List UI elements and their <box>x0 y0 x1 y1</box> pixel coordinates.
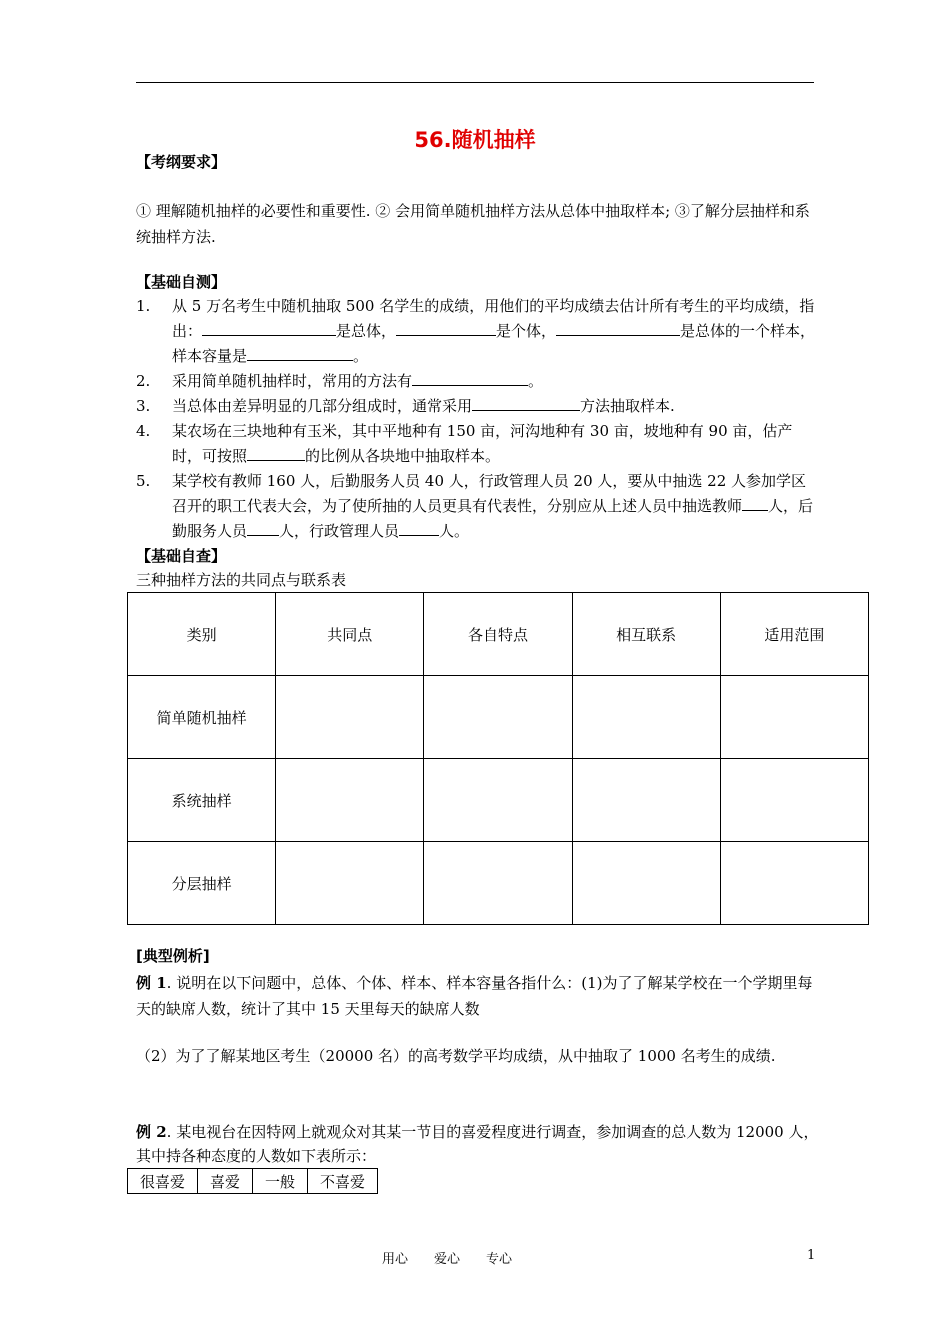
example-2: 例 2. 某电视台在因特网上就观众对其某一节目的喜爱程度进行调查，参加调查的总人数为 12000 人，其中持各种态度的人数如下表所示： <box>136 1123 819 1165</box>
example-1: 例 1. 说明在以下问题中，总体、个体、样本、样本容量各指什么：(1)为了了解某学校在一个学期里每天的缺席人数，统计了其中 15 天里每天的缺席人数 <box>136 974 813 1018</box>
empty-cell[interactable] <box>276 842 424 925</box>
example-1-part-2: （2）为了了解某地区考生（20000 名）的高考数学平均成绩，从中抽取了 1000 名考生的成绩. <box>136 1047 776 1065</box>
row-label: 分层抽样 <box>128 842 276 925</box>
table-header-row <box>128 593 869 676</box>
empty-cell[interactable] <box>276 759 424 842</box>
table-row <box>128 1169 378 1194</box>
blank[interactable] <box>396 320 496 336</box>
empty-cell[interactable] <box>424 842 572 925</box>
empty-cell[interactable] <box>720 676 868 759</box>
question-1: 1. 从 5 万名考生中随机抽取 500 名学生的成绩，用他们的平均成绩去估计所有考生的平均成绩，指出： 是总体， 是个体， 是总体的一个样本，样本容量是 。 <box>136 297 816 365</box>
blank[interactable] <box>742 495 768 511</box>
empty-cell[interactable] <box>572 676 720 759</box>
blank[interactable] <box>247 445 305 461</box>
empty-cell[interactable] <box>424 676 572 759</box>
attitude-cell: 不喜爱 <box>308 1169 378 1194</box>
attitude-table <box>127 1168 378 1194</box>
blank[interactable] <box>412 370 528 386</box>
blank[interactable] <box>247 520 279 536</box>
page-title: 56.随机抽样 <box>414 128 536 152</box>
empty-cell[interactable] <box>720 759 868 842</box>
question-2: 2. 采用简单随机抽样时，常用的方法有 。 <box>136 372 544 390</box>
table-row <box>128 676 869 759</box>
question-3: 3. 当总体由差异明显的几部分组成时，通常采用 方法抽取样本. <box>136 397 675 415</box>
question-5: 5. 某学校有教师 160 人，后勤服务人员 40 人，行政管理人员 20 人，要从中抽选 22 人参加学区召开的职工代表大会，为了使所抽的人员更具有代表性，分别应从上述人员中抽选教师 人，后勤服务人员 人，行政管理人员 人。 <box>136 472 814 540</box>
footer-motto: 用心 爱心 专心 <box>382 1252 513 1267</box>
empty-cell[interactable] <box>572 842 720 925</box>
sampling-comparison-table <box>127 592 869 925</box>
empty-cell[interactable] <box>720 842 868 925</box>
empty-cell[interactable] <box>276 676 424 759</box>
table-header-cell: 各自特点 <box>424 593 572 676</box>
blank[interactable] <box>556 320 680 336</box>
table-header-cell: 相互联系 <box>572 593 720 676</box>
table-row <box>128 842 869 925</box>
table-header-cell: 类别 <box>128 593 276 676</box>
blank[interactable] <box>399 520 439 536</box>
page-number: 1 <box>807 1248 816 1263</box>
table-caption: 三种抽样方法的共同点与联系表 <box>136 571 347 589</box>
table-header-cell: 共同点 <box>276 593 424 676</box>
table-row <box>128 759 869 842</box>
section-heading-syllabus: 【考纲要求】 <box>136 153 227 171</box>
blank[interactable] <box>202 320 336 336</box>
example-2-label: 例 2 <box>136 1123 167 1141</box>
syllabus-text: ① 理解随机抽样的必要性和重要性. ② 会用简单随机抽样方法从总体中抽取样本; ③了解分层抽样和系统抽样方法. <box>136 202 810 246</box>
empty-cell[interactable] <box>572 759 720 842</box>
attitude-cell: 很喜爱 <box>128 1169 198 1194</box>
attitude-cell: 一般 <box>253 1169 308 1194</box>
section-heading-self-test: 【基础自测】 <box>136 273 227 291</box>
self-test-list <box>136 294 820 544</box>
row-label: 简单随机抽样 <box>128 676 276 759</box>
blank[interactable] <box>472 395 580 411</box>
section-heading-examples: [典型例析] <box>136 947 210 965</box>
attitude-cell: 喜爱 <box>198 1169 253 1194</box>
row-label: 系统抽样 <box>128 759 276 842</box>
empty-cell[interactable] <box>424 759 572 842</box>
blank[interactable] <box>247 345 353 361</box>
question-4: 4. 某农场在三块地种有玉米，其中平地种有 150 亩，河沟地种有 30 亩，坡地种有 90 亩，估产时，可按照 的比例从各块地中抽取样本。 <box>136 422 793 465</box>
section-heading-self-check: 【基础自查】 <box>136 547 227 565</box>
header-rule <box>136 82 814 83</box>
table-header-cell: 适用范围 <box>720 593 868 676</box>
example-1-label: 例 1 <box>136 974 167 992</box>
